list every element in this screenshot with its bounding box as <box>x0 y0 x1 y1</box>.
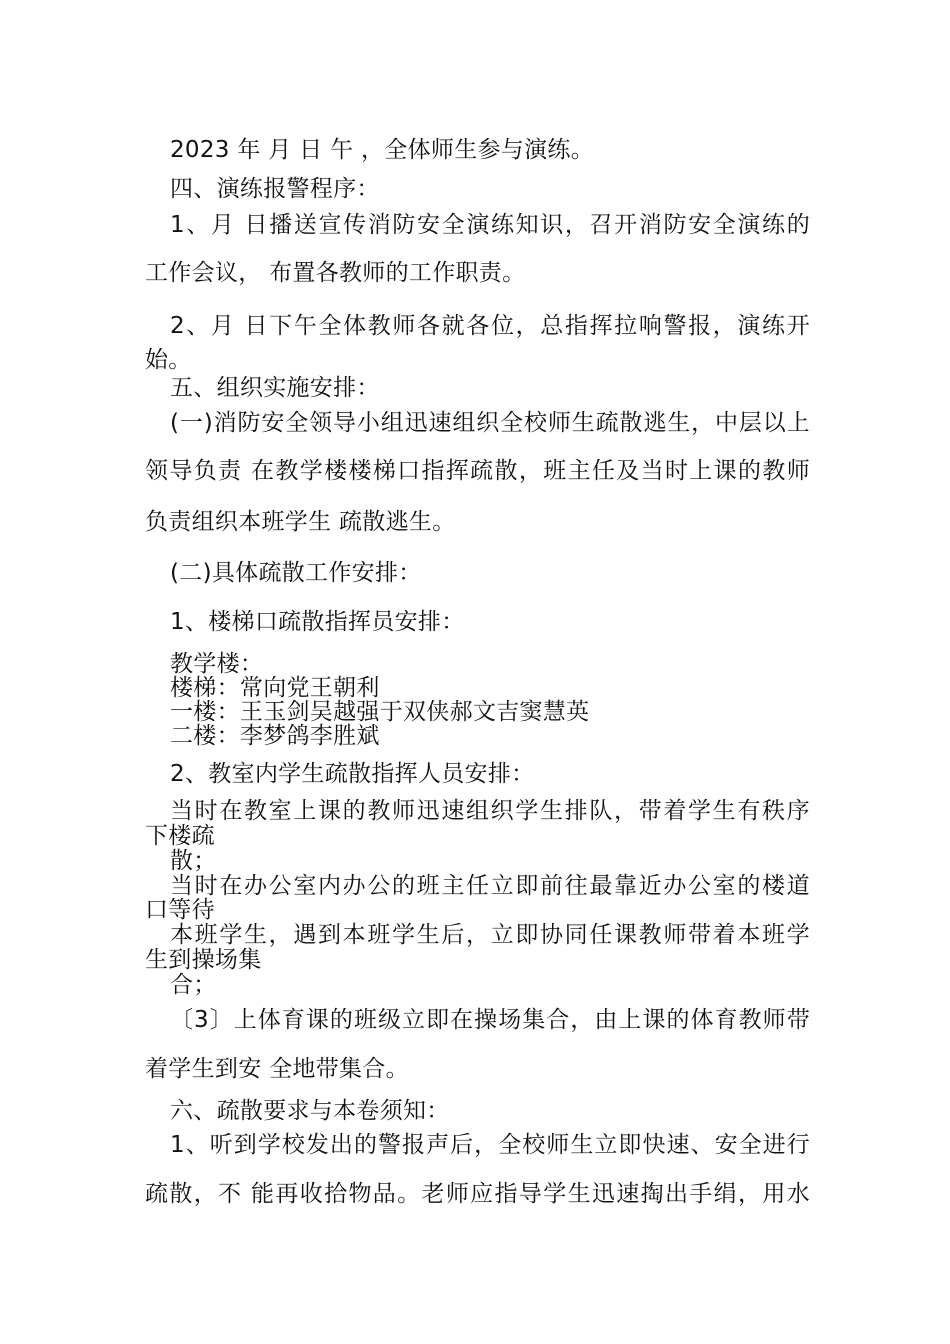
section-heading: 六、疏散要求与本卷须知： <box>170 1098 450 1124</box>
text-line: 领导负责 在教学楼楼梯口指挥疏散，班主任及当时上课的教师 <box>145 458 810 484</box>
text-line: 教学楼： <box>170 651 264 677</box>
text-line: 着学生到安 全地带集合。 <box>145 1056 409 1082</box>
text-line: 2、月 日下午全体教师各就各位，总指挥拉响警报，演练开 <box>170 313 810 339</box>
subsection-heading: (二)具体疏散工作安排： <box>170 560 422 586</box>
text-line: 1、听到学校发出的警报声后，全校师生立即快速、安全进行 <box>170 1132 810 1158</box>
text-line: 合； <box>170 972 217 998</box>
text-line: 2023 年 月 日 午 ，全体师生参与演练。 <box>170 137 594 163</box>
text-line: 生到操场集 <box>145 947 262 973</box>
text-line: 当时在教室上课的教师迅速组织学生排队，带着学生有秩序 <box>170 798 810 824</box>
text-line: 1、月 日播送宣传消防安全演练知识，召开消防安全演练的 <box>170 212 810 238</box>
text-line: 散； <box>170 848 217 874</box>
text-line: 楼梯：常向党王朝利 <box>170 675 380 701</box>
text-line: 工作会议， 布置各教师的工作职责。 <box>145 260 526 286</box>
text-line: 2、教室内学生疏散指挥人员安排： <box>170 761 535 787</box>
text-line: 1、楼梯口疏散指挥员安排： <box>170 609 465 635</box>
text-line: 下楼疏 <box>145 823 215 849</box>
text-line: 〔3〕上体育课的班级立即在操场集合，由上课的体育教师带 <box>170 1007 810 1033</box>
text-line: 一楼：王玉剑吴越强于双侠郝文吉窦慧英 <box>170 699 590 725</box>
section-heading: 四、演练报警程序： <box>170 176 380 202</box>
text-line: 口等待 <box>145 897 215 923</box>
text-line: 负责组织本班学生 疏散逃生。 <box>145 509 456 535</box>
text-line: 二楼：李梦鸽李胜斌 <box>170 723 380 749</box>
text-line: 本班学生，遇到本班学生后，立即协同任课教师带着本班学 <box>170 922 810 948</box>
text-line: (一)消防安全领导小组迅速组织全校师生疏散逃生，中层以上 <box>170 410 810 436</box>
text-line: 始。 <box>145 347 192 373</box>
section-heading: 五、组织实施安排： <box>170 375 380 401</box>
text-line: 疏散，不 能再收拾物品。老师应指导学生迅速掏出手绢，用水 <box>145 1181 810 1207</box>
text-line: 当时在办公室内办公的班主任立即前往最靠近办公室的楼道 <box>170 873 810 899</box>
